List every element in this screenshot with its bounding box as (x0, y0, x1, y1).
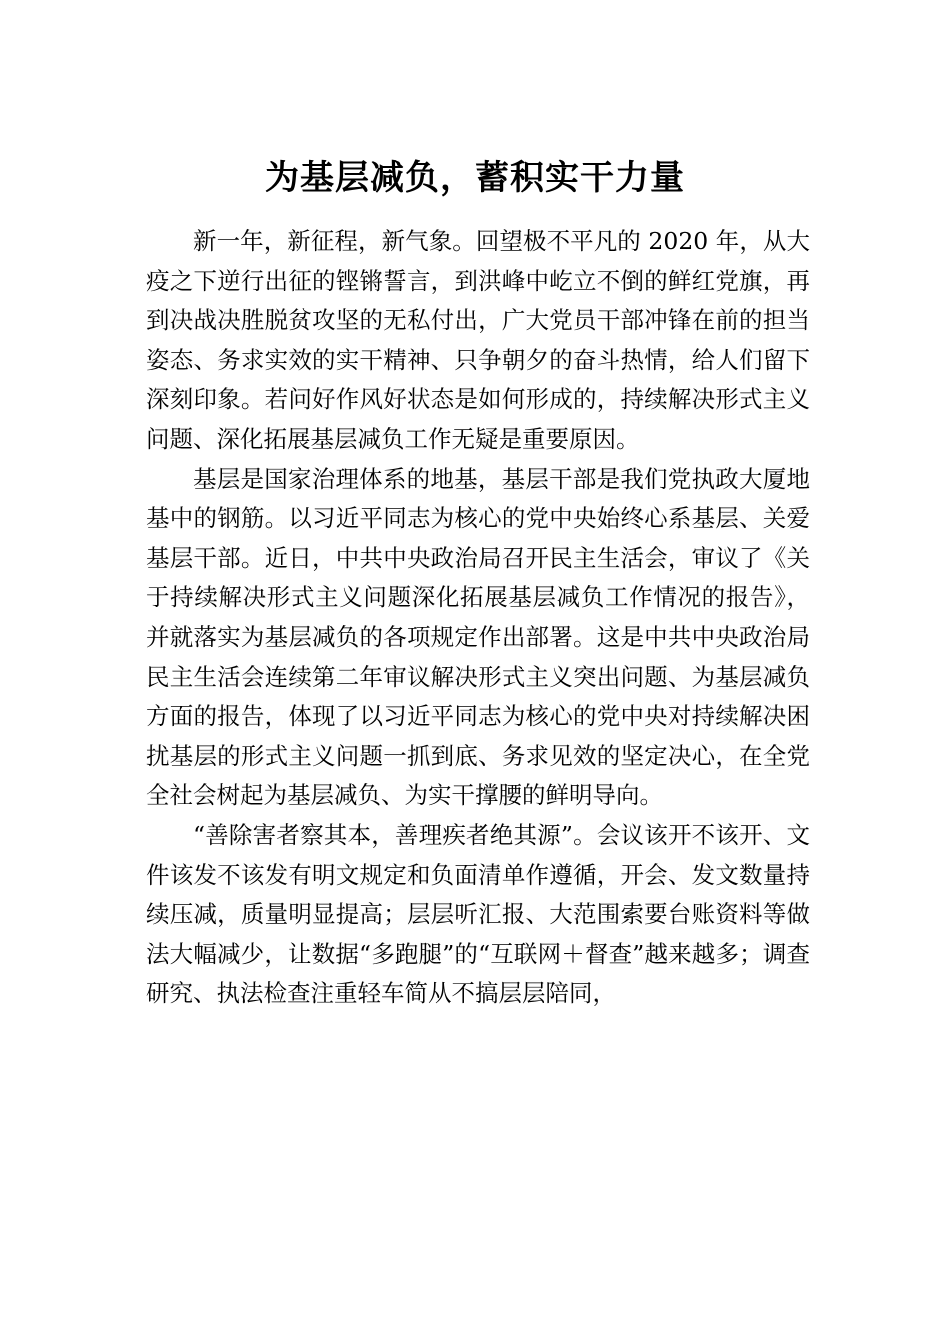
paragraph-2: 基层是国家治理体系的地基，基层干部是我们党执政大厦地基中的钢筋。以习近平同志为核心的党中央始终心系基层、关爱基层干部。近日，中共中央政治局召开民主生活会，审议了《关于持续解决形式主义问题深化拓展基层减负工作情况的报告》，并就落实为基层减负的各项规定作出部署。这是中共中央政治局民主生活会连续第二年审议解决形式主义突出问题、为基层减负方面的报告，体现了以习近平同志为核心的党中央对持续解决困扰基层的形式主义问题一抓到底、务求见效的坚定决心，在全党全社会树起为基层减负、为实干撑腰的鲜明导向。 (146, 464, 810, 810)
document-title: 为基层减负，蓄积实干力量 (265, 158, 685, 198)
paragraph-3: “善除害者察其本，善理疾者绝其源”。会议该开不该开、文件该发不该发有明文规定和负面清单作遵循，开会、发文数量持续压减，质量明显提高；层层听汇报、大范围索要台账资料等做法大幅减少，让数据“多跑腿”的“互联网＋督查”越来越多；调查研究、执法检查注重轻车简从不搞层层陪同， (146, 820, 810, 1008)
paragraph-1: 新一年，新征程，新气象。回望极不平凡的 2020 年，从大疫之下逆行出征的铿锵誓言，到洪峰中屹立不倒的鲜红党旗，再到决战决胜脱贫攻坚的无私付出，广大党员干部冲锋在前的担当姿态、务求实效的实干精神、只争朝夕的奋斗热情，给人们留下深刻印象。若问好作风好状态是如何形成的，持续解决形式主义问题、深化拓展基层减负工作无疑是重要原因。 (146, 227, 810, 453)
document-body (146, 222, 810, 1014)
